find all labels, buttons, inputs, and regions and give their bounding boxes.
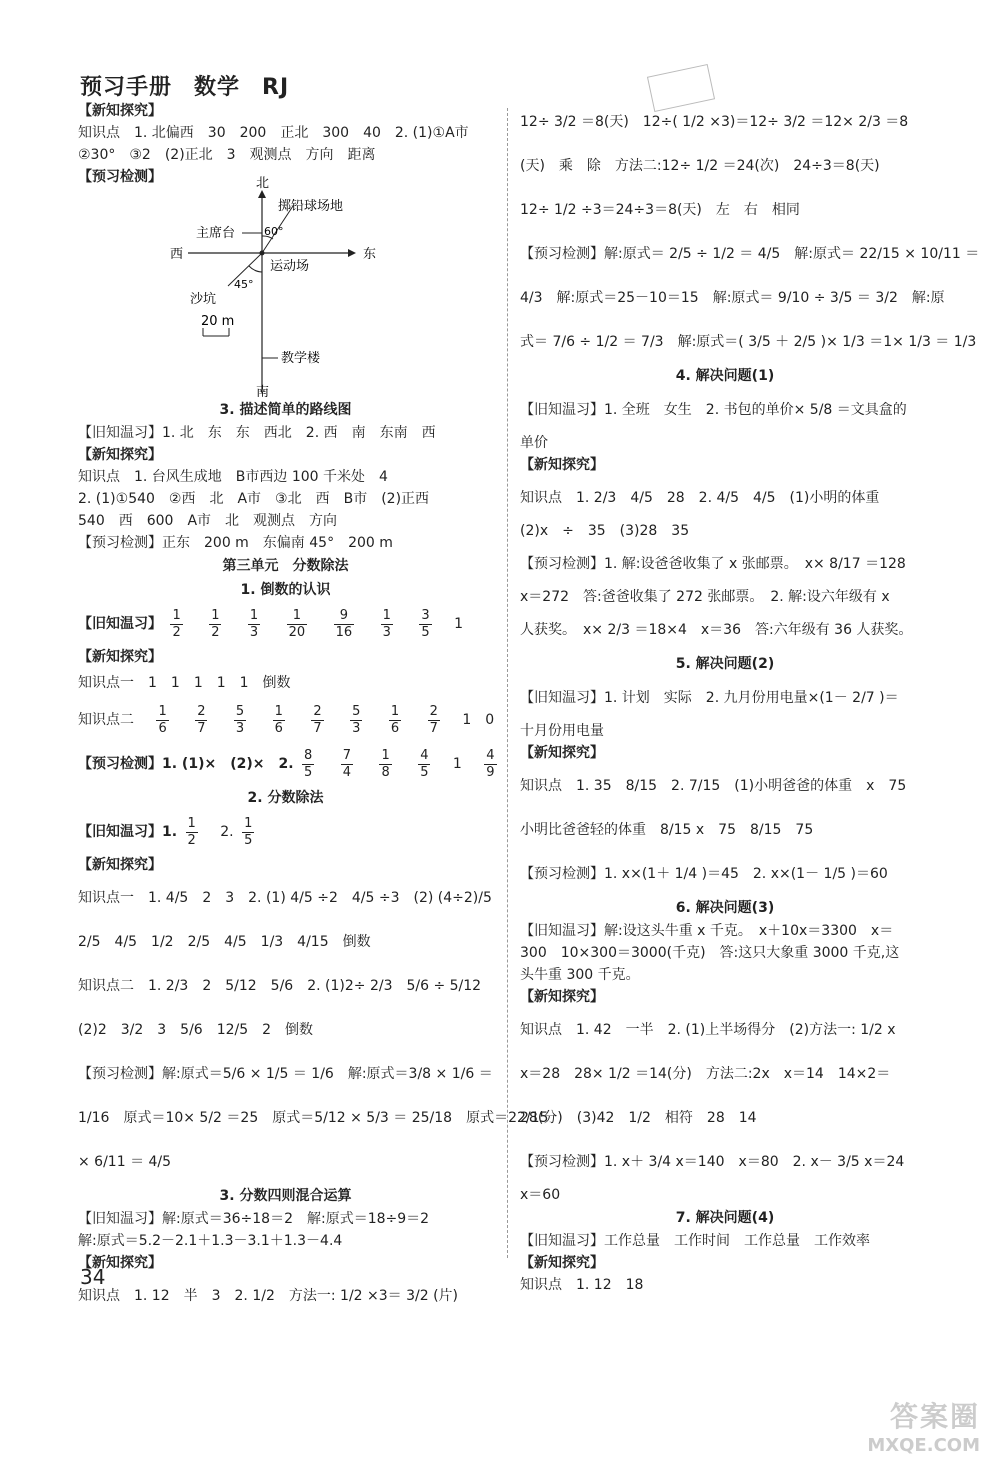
denominator: 5 xyxy=(303,764,313,780)
section-title: 1. 倒数的认识 xyxy=(240,582,331,598)
left-line: 【预习检测】正东 200 m 东偏南 45° 200 m xyxy=(78,535,393,551)
denominator: 2 xyxy=(172,624,181,640)
right-line: 12÷ 3/2 ＝8(天) 12÷( 1/2 ×3)＝12÷ 3/2 ＝12× 2/3 ＝8 xyxy=(520,114,909,130)
fraction xyxy=(334,608,355,641)
fraction xyxy=(248,608,260,641)
numerator: 8 xyxy=(303,747,313,763)
watermark-logo: 答案圈 xyxy=(889,1400,980,1433)
section-title: 5. 解决问题(2) xyxy=(675,656,775,672)
left-line: ②30° ③2 (2)正北 3 观测点 方向 距离 xyxy=(78,147,376,163)
origin-point xyxy=(260,251,265,256)
right-line: 【新知探究】 xyxy=(520,457,604,473)
section-title: 6. 解决问题(3) xyxy=(675,900,775,916)
right-line: 小明比爸爸轻的体重 8/15 x 75 8/15 75 xyxy=(520,822,814,838)
whole-number: 1 xyxy=(452,756,462,772)
right-line: 知识点 1. 12 18 xyxy=(520,1277,644,1293)
label-south: 南 xyxy=(256,385,270,400)
right-line: 十月份用电量 xyxy=(520,723,604,739)
fraction xyxy=(381,608,393,641)
numerator: 7 xyxy=(342,747,351,763)
numerator: 3 xyxy=(421,607,430,623)
label-field: 运动场 xyxy=(270,259,310,274)
numerator: 1 xyxy=(390,703,400,719)
left-line: 【新知探究】 xyxy=(78,649,162,665)
numerator: 5 xyxy=(235,703,245,719)
right-line: x＝272 答:爸爸收集了 272 张邮票。 2. 解:设六年级有 x xyxy=(520,589,890,605)
right-line: 【旧知温习】工作总量 工作时间 工作总量 工作效率 xyxy=(520,1233,870,1249)
book-title: 预习手册 xyxy=(80,75,173,100)
fraction xyxy=(302,748,314,781)
section-title: 4. 解决问题(1) xyxy=(675,368,775,384)
recip-k2-line xyxy=(78,698,493,742)
recip-check-line xyxy=(78,742,493,786)
numerator: 1 xyxy=(244,815,253,831)
denominator: 7 xyxy=(197,720,206,736)
label-throw: 掷铅球场地 xyxy=(278,199,344,214)
right-line: 4/3 解:原式＝25－10＝15 解:原式＝ 9/10 ÷ 3/5 ＝ 3/2 解:原 xyxy=(520,290,945,306)
section-title: 2. 分数除法 xyxy=(247,790,324,806)
section-title: 3. 描述简单的路线图 xyxy=(219,402,352,418)
recip-k2-label: 知识点二 xyxy=(78,712,134,728)
numerator: 4 xyxy=(420,747,429,763)
denominator: 9 xyxy=(486,764,495,780)
left-line: 知识点 1. 12 半 3 2. 1/2 方法一: 1/2 ×3＝ 3/2 (片) xyxy=(78,1288,459,1304)
denominator: 7 xyxy=(313,720,322,736)
fraction xyxy=(341,748,353,781)
right-line: 知识点 1. 2/3 4/5 28 2. 4/5 4/5 (1)小明的体重 xyxy=(520,490,880,506)
left-line: 2/5 4/5 1/2 2/5 4/5 1/3 4/15 倒数 xyxy=(78,934,371,950)
left-line: 【新知探究】 xyxy=(78,447,162,463)
numerator: 1 xyxy=(381,747,390,763)
denominator: 6 xyxy=(274,720,283,736)
right-line: 头牛重 300 千克。 xyxy=(520,967,640,983)
label-sand: 沙坑 xyxy=(190,292,217,307)
left-line: × 6/11 ＝ 4/5 xyxy=(78,1154,172,1170)
fraction xyxy=(419,608,431,641)
watermark-url: MXQE.COM xyxy=(867,1435,980,1456)
right-line: 12÷ 1/2 ÷3＝24÷3＝8(天) 左 右 相同 xyxy=(520,202,800,218)
numerator: 1 xyxy=(187,815,196,831)
fraction xyxy=(379,748,391,781)
right-line: 人获奖。 x× 2/3 ＝18×4 x＝36 答:六年级有 36 人获奖。 xyxy=(520,622,913,638)
left-line: 【新知探究】 xyxy=(78,857,162,873)
right-line: 28(分) (3)42 1/2 相符 28 14 xyxy=(520,1110,757,1126)
numerator: 1 xyxy=(211,607,220,623)
fraction xyxy=(209,608,221,641)
left-line: 【新知探究】 xyxy=(78,103,162,119)
right-line: 【旧知温习】1. 全班 女生 2. 书包的单价× 5/8 ＝文具盒的 xyxy=(520,402,907,418)
page-header xyxy=(80,70,311,101)
right-line: 【预习检测】解:原式＝ 2/5 ÷ 1/2 ＝ 4/5 解:原式＝ 22/15 × 10/11 ＝ xyxy=(520,246,980,262)
right-line: x＝60 xyxy=(520,1187,561,1203)
left-line: 【旧知温习】1. 北 东 东 西北 2. 西 南 东南 西 xyxy=(78,425,436,441)
right-line: (天) 乘 除 方法二:12÷ 1/2 ＝24(次) 24÷3＝8(天) xyxy=(520,158,880,174)
page-number: 34 xyxy=(80,1265,106,1289)
denominator: 8 xyxy=(381,764,390,780)
div-review-label: 【旧知温习】1. xyxy=(78,824,178,840)
fraction xyxy=(287,608,308,641)
fraction xyxy=(170,608,182,641)
fraction xyxy=(242,816,254,849)
left-line: 知识点 1. 台风生成地 B市西边 100 千米处 4 xyxy=(78,469,388,485)
label-east: 东 xyxy=(363,247,377,262)
denominator: 2 xyxy=(211,624,220,640)
left-line: 1/16 原式＝10× 5/2 ＝25 原式＝5/12 × 5/3 ＝ 25/18 原式＝22/15 xyxy=(78,1110,549,1126)
left-line: (2)2 3/2 3 5/6 12/5 2 倒数 xyxy=(78,1022,314,1038)
fraction xyxy=(273,704,285,737)
numerator: 1 xyxy=(274,703,283,719)
denominator: 16 xyxy=(335,624,353,640)
label-scale: 20 m xyxy=(201,314,235,329)
right-line: 单价 xyxy=(520,435,548,451)
left-line: 知识点一 1 1 1 1 1 倒数 xyxy=(78,675,291,691)
unit-title: 第三单元 分数除法 xyxy=(222,558,349,574)
left-line: 知识点一 1. 4/5 2 3 2. (1) 4/5 ÷2 4/5 ÷3 (2) (4÷2)/5 xyxy=(78,890,492,906)
label-west: 西 xyxy=(170,247,184,262)
fraction xyxy=(428,704,440,737)
right-column xyxy=(520,100,980,1296)
numerator: 2 xyxy=(313,703,322,719)
numerator: 1 xyxy=(249,607,259,623)
recip-k2-tail: 1 0 xyxy=(462,712,495,728)
denominator: 3 xyxy=(235,720,245,736)
recip-review-line xyxy=(78,602,493,646)
denominator: 4 xyxy=(342,764,351,780)
fraction xyxy=(186,816,198,849)
fraction xyxy=(350,704,362,737)
right-line: 【新知探究】 xyxy=(520,1255,604,1271)
right-line: 【预习检测】1. x＋ 3/4 x＝140 x＝80 2. x－ 3/5 x＝24 xyxy=(520,1154,905,1170)
left-line: 知识点二 1. 2/3 2 5/12 5/6 2. (1)2÷ 2/3 5/6 ÷ 5/12 xyxy=(78,978,482,994)
left-line: 解:原式＝5.2－2.1＋1.3－3.1＋1.3－4.4 xyxy=(78,1233,343,1249)
recip-review-tail: 1 xyxy=(454,616,464,632)
left-line: 【旧知温习】解:原式＝36÷18＝2 解:原式＝18÷9＝2 xyxy=(78,1211,430,1227)
numerator: 1 xyxy=(172,607,181,623)
numerator: 2 xyxy=(197,703,206,719)
numerator: 9 xyxy=(334,608,355,625)
numerator: 1 xyxy=(158,703,167,719)
numerator: 5 xyxy=(352,703,361,719)
label-stand: 主席台 xyxy=(196,226,236,241)
label-teach: 教学楼 xyxy=(281,351,321,366)
recip-review-label: 【旧知温习】 xyxy=(78,616,162,632)
section-title: 7. 解决问题(4) xyxy=(675,1210,775,1226)
right-line: 【旧知温习】1. 计划 实际 2. 九月份用电量×(1－ 2/7 )＝ xyxy=(520,690,899,706)
subject-title: 数学 xyxy=(194,75,241,100)
north-arrow-icon xyxy=(258,190,266,198)
left-line: 【预习检测】 xyxy=(78,169,162,185)
right-line: 300 10×300＝3000(千克) 答:这只大象重 3000 千克,这 xyxy=(520,945,900,961)
denominator: 3 xyxy=(249,624,259,640)
numerator: 2 xyxy=(429,703,438,719)
div-review-line xyxy=(78,810,493,854)
left-line: 2. (1)①540 ②西 北 A市 ③北 西 B市 (2)正西 xyxy=(78,491,430,507)
edition-label: RJ xyxy=(262,75,290,100)
left-line: 【新知探究】 xyxy=(78,1255,162,1271)
fraction xyxy=(195,704,207,737)
denominator: 20 xyxy=(288,624,306,640)
numerator: 1 xyxy=(287,608,308,625)
section-title: 3. 分数四则混合运算 xyxy=(219,1188,352,1204)
column-divider xyxy=(507,108,508,1258)
fraction xyxy=(234,704,246,737)
right-line: 【新知探究】 xyxy=(520,989,604,1005)
east-arrow-icon xyxy=(348,249,356,257)
angle45-arc xyxy=(249,266,262,272)
right-line: 【旧知温习】解:设这头牛重 x 千克。 x＋10x＝3300 x＝ xyxy=(520,923,894,939)
fraction xyxy=(484,748,496,781)
label-north: 北 xyxy=(256,176,270,191)
denominator: 5 xyxy=(420,764,429,780)
left-line: 知识点 1. 北偏西 30 200 正北 300 40 2. (1)①A市 xyxy=(78,125,469,141)
right-line: 式＝ 7/6 ÷ 1/2 ＝ 7/3 解:原式＝( 3/5 ＋ 2/5 )× 1/3 ＝1× 1/3 ＝ 1/3 xyxy=(520,334,977,350)
fraction xyxy=(311,704,323,737)
denominator: 6 xyxy=(158,720,167,736)
fraction xyxy=(418,748,430,781)
right-line: (2)x ÷ 35 (3)28 35 xyxy=(520,523,690,539)
right-line: 【预习检测】1. 解:设爸爸收集了 x 张邮票。 x× 8/17 ＝128 xyxy=(520,556,906,572)
label-angle45: 45° xyxy=(234,278,254,291)
numerator: 1 xyxy=(382,607,391,623)
denominator: 5 xyxy=(421,624,430,640)
left-line: 540 西 600 A市 北 观测点 方向 xyxy=(78,513,338,529)
numerator: 4 xyxy=(486,747,495,763)
right-line: 【预习检测】1. x×(1＋ 1/4 )＝45 2. x×(1－ 1/5 )＝60 xyxy=(520,866,888,882)
div-review-mid: 2. xyxy=(220,824,234,840)
right-line: 【新知探究】 xyxy=(520,745,604,761)
fraction xyxy=(389,704,401,737)
right-line: 知识点 1. 42 一半 2. (1)上半场得分 (2)方法一: 1/2 x xyxy=(520,1022,896,1038)
denominator: 7 xyxy=(429,720,438,736)
right-line: 知识点 1. 35 8/15 2. 7/15 (1)小明爸爸的体重 x 75 xyxy=(520,778,907,794)
left-line: 【预习检测】解:原式＝5/6 × 1/5 ＝ 1/6 解:原式＝3/8 × 1/6 ＝ xyxy=(78,1066,493,1082)
denominator: 3 xyxy=(382,624,391,640)
label-angle60: 60° xyxy=(264,225,284,238)
denominator: 5 xyxy=(244,832,253,848)
fraction xyxy=(156,704,168,737)
denominator: 2 xyxy=(187,832,196,848)
denominator: 6 xyxy=(390,720,400,736)
recip-check-label: 【预习检测】1. (1)× (2)× 2. xyxy=(78,756,294,772)
right-line: x＝28 28× 1/2 ＝14(分) 方法二:2x x＝14 14×2＝ xyxy=(520,1066,891,1082)
denominator: 3 xyxy=(352,720,361,736)
